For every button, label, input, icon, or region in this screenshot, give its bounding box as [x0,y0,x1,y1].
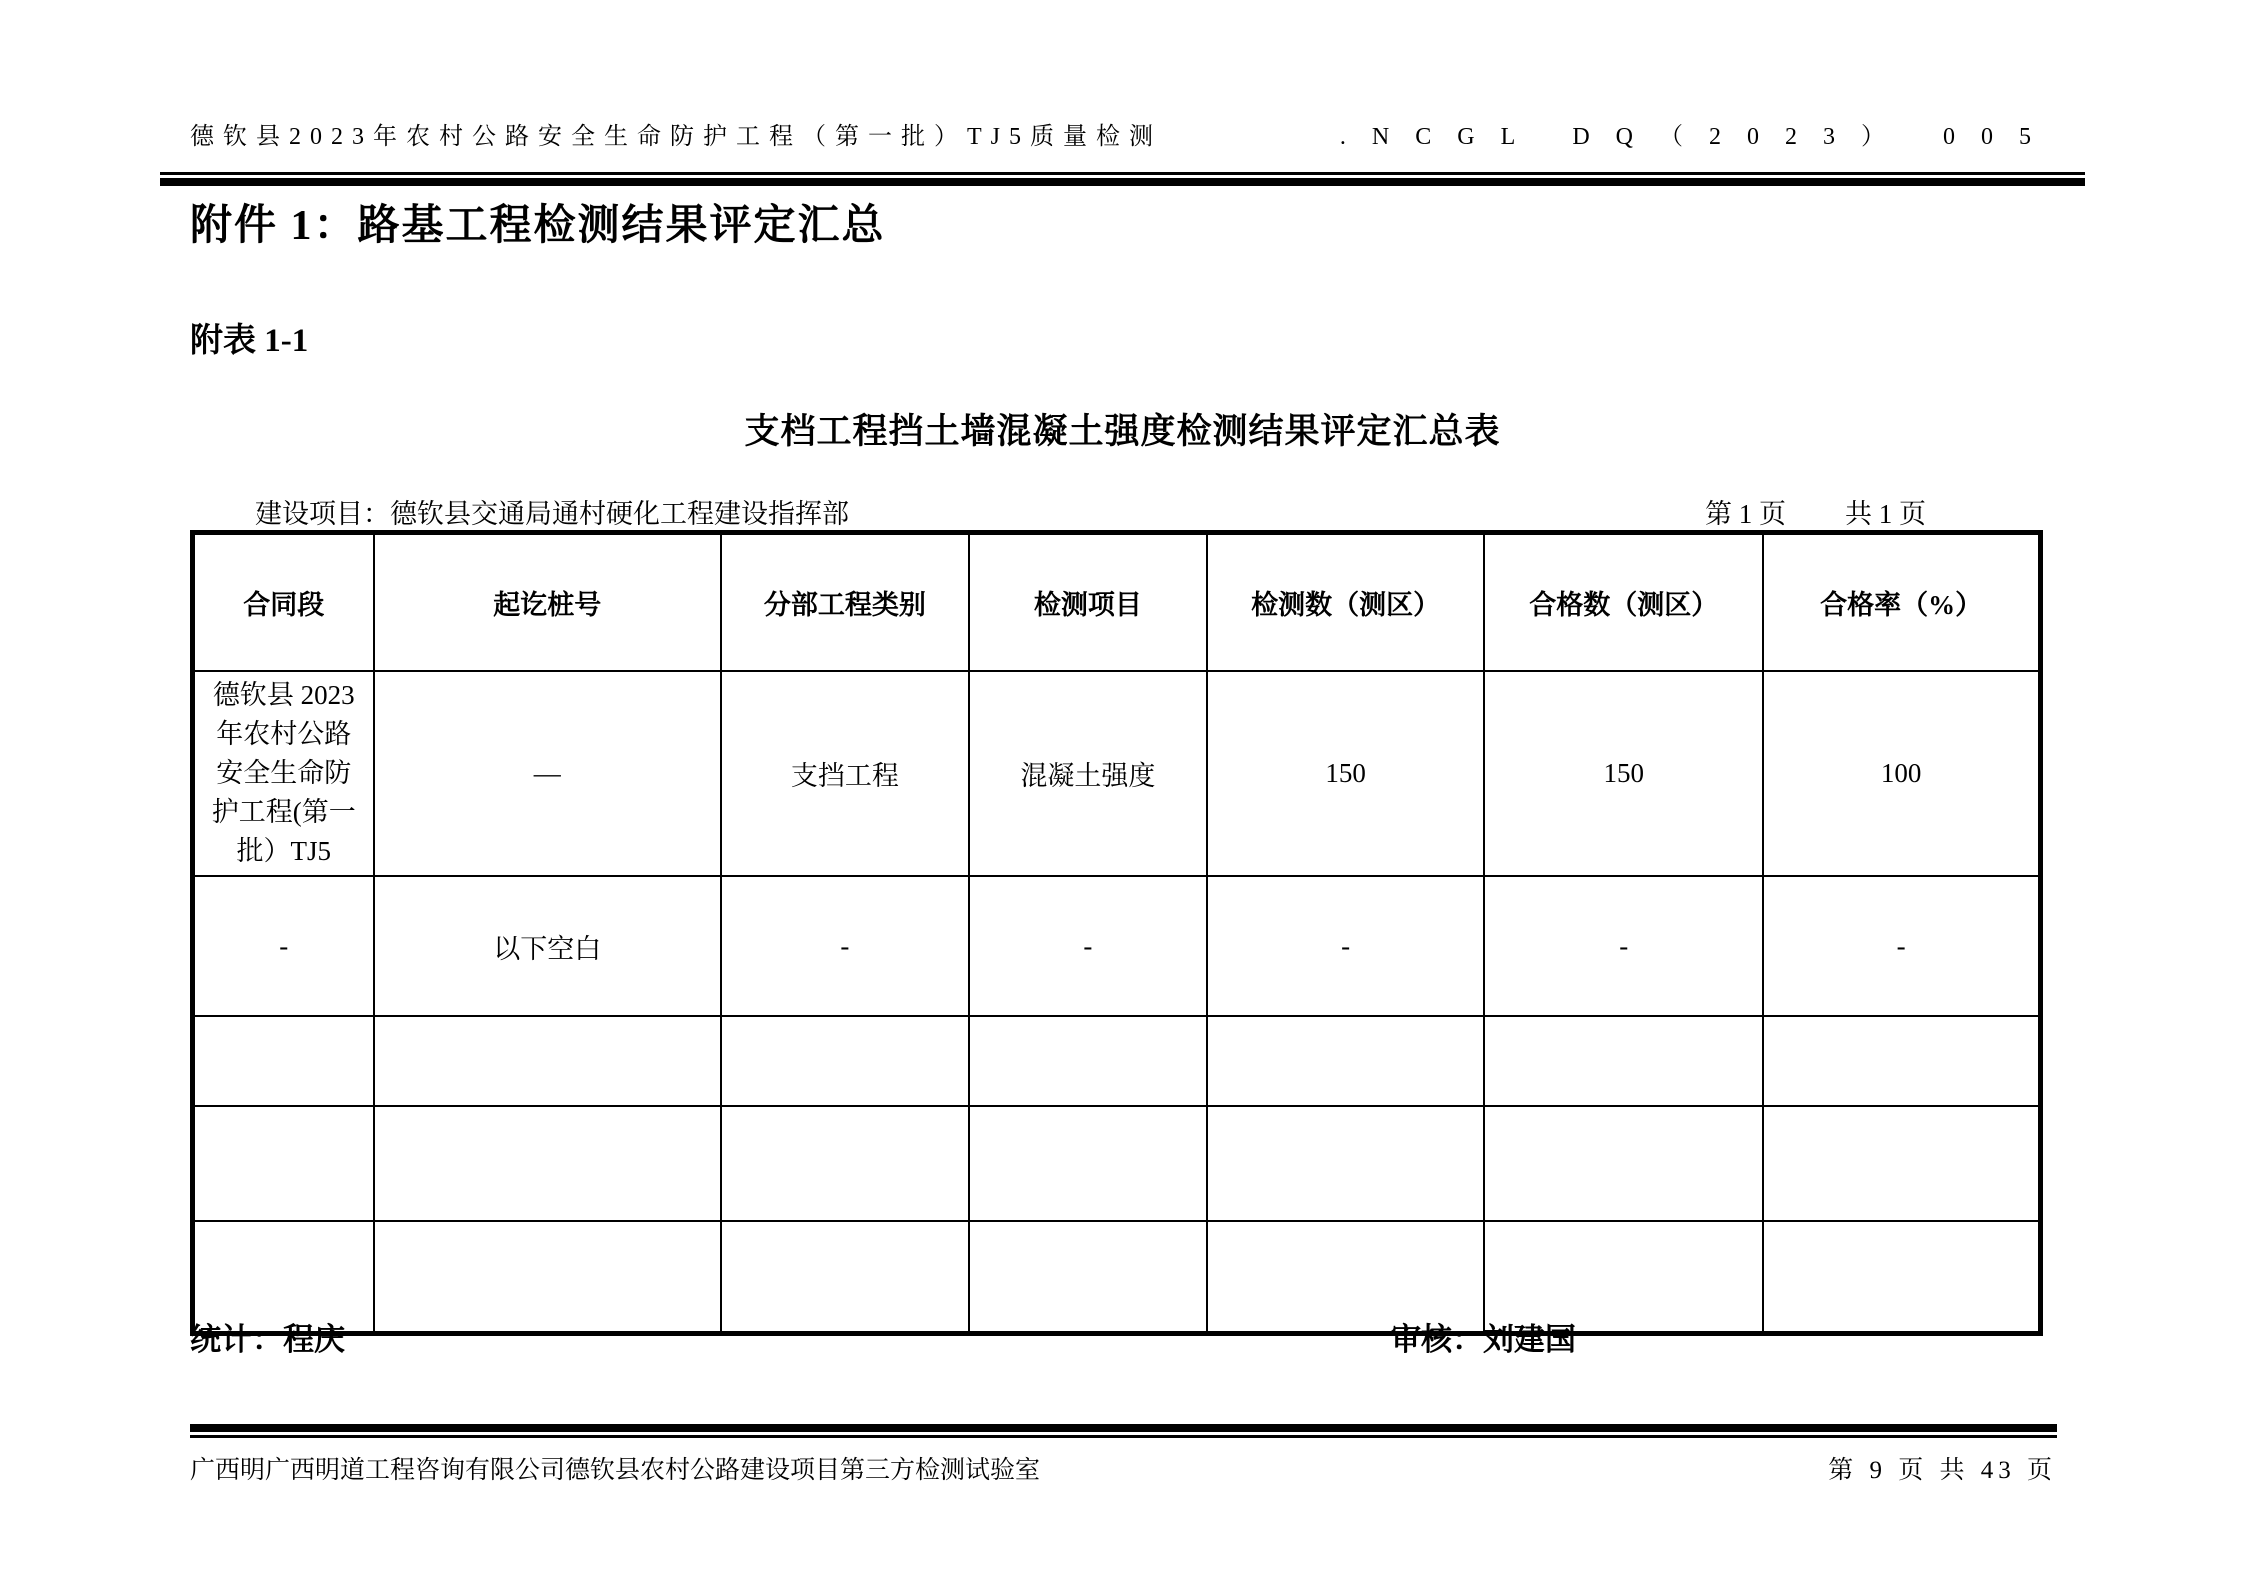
table-cell: 100 [1763,671,2040,877]
attachment-title: 附件 1：路基工程检测结果评定汇总 [190,203,886,249]
table-cell: — [374,671,721,877]
header-project-text: 德钦县2023年农村公路安全生命防护工程（第一批）TJ5质量检测 [190,124,1162,150]
table-cell [1484,1106,1763,1221]
page-header [190,116,2057,151]
sheet-page-current: 第 1 页 [1705,499,1786,529]
results-table [190,530,2043,1336]
column-header-tested-count: 检测数（测区） [1207,533,1484,671]
table-cell [374,1221,721,1333]
table-cell [1763,1106,2040,1221]
column-header-stake: 起讫桩号 [374,533,721,671]
sheet-page-total: 共 1 页 [1845,499,1926,529]
table-header-row [193,533,2041,671]
table-cell [1763,1016,2040,1106]
column-header-contract: 合同段 [193,533,374,671]
table-cell [969,1016,1207,1106]
table-cell [969,1221,1207,1333]
table-row [193,671,2041,877]
table-row [193,1106,2041,1221]
table-cell [374,1106,721,1221]
table-cell [721,1016,969,1106]
table-row [193,1221,2041,1333]
table-cell [1763,1221,2040,1333]
table-row [193,876,2041,1016]
table-cell: - [1763,876,2040,1016]
table-cell: 150 [1207,671,1484,877]
table-title: 支档工程挡土墙混凝土强度检测结果评定汇总表 [744,412,1501,451]
column-header-pass-rate: 合格率（%） [1763,533,2040,671]
table-cell: - [721,876,969,1016]
reviewer-signature: 审核：刘建国 [1390,1322,1576,1357]
table-cell: - [969,876,1207,1016]
table-cell [374,1016,721,1106]
column-header-passed-count: 合格数（测区） [1484,533,1763,671]
footer-divider-rule [190,1424,2057,1438]
table-row [193,1016,2041,1106]
column-header-category: 分部工程类别 [721,533,969,671]
table-cell: 以下空白 [374,876,721,1016]
table-cell: 支挡工程 [721,671,969,877]
table-cell: 混凝土强度 [969,671,1207,877]
table-cell: 德钦县 2023 年农村公路 安全生命防 护工程(第一 批）TJ5 [193,671,374,877]
table-cell: 150 [1484,671,1763,877]
statistician-signature: 统计：程庆 [190,1322,345,1357]
table-cell [193,1016,374,1106]
table-cell: - [1484,876,1763,1016]
table-cell [721,1106,969,1221]
table-cell: - [193,876,374,1016]
header-doc-number: .NCGL DQ（2023） 005 [1339,124,2057,150]
project-name: 建设项目：德钦县交通局通村硬化工程建设指挥部 [255,499,849,529]
table-cell [193,1106,374,1221]
table-cell [721,1221,969,1333]
table-cell [1207,1106,1484,1221]
page-footer [190,1450,2057,1486]
table-cell [1207,1016,1484,1106]
table-cell: - [1207,876,1484,1016]
table-cell [1484,1016,1763,1106]
footer-page-number: 第 9 页 共 43 页 [1828,1457,2057,1484]
header-divider-rule [160,172,2085,186]
table-cell [969,1106,1207,1221]
column-header-item: 检测项目 [969,533,1207,671]
subtable-label: 附表 1-1 [190,323,309,359]
footer-lab-name: 广西明广西明道工程咨询有限公司德钦县农村公路建设项目第三方检测试验室 [190,1457,1041,1484]
